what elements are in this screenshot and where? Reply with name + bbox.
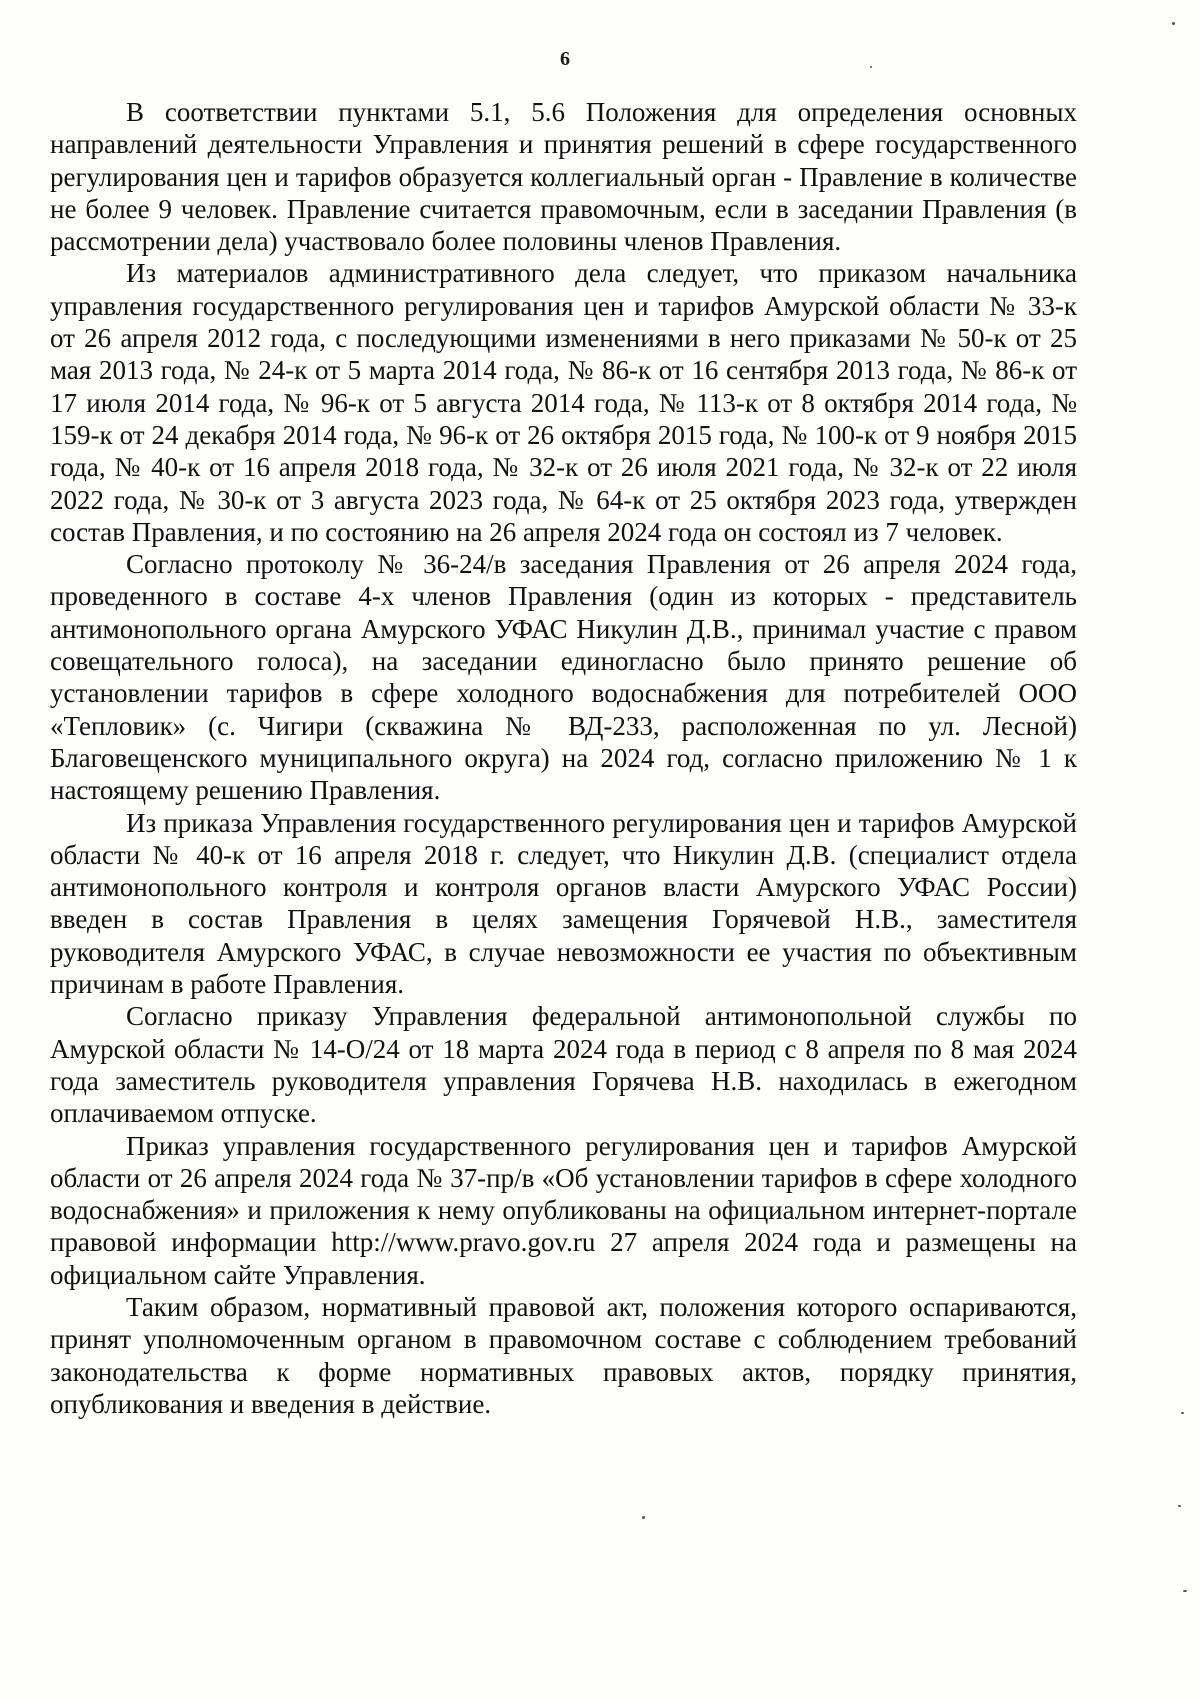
scan-speck xyxy=(1178,1505,1181,1507)
paragraph: Из приказа Управления государственного регулирования цен и тарифов Амурской области № 40-к от 16 апреля 2018 г. следует, что Никулин Д.В. (специалист отдела антимонопольного контроля и контроля органов власти Амурского УФАС России) введен в состав Правления в целях замещения Горячевой Н.В., заместителя руководителя Амурского УФАС, в случае невозможности ее участия по объективным причинам в работе Правления. xyxy=(50,807,1077,1000)
document-body xyxy=(50,96,1077,1420)
paragraph: Согласно протоколу № 36-24/в заседания Правления от 26 апреля 2024 года, проведенного в составе 4-х членов Правления (один из которых - представитель антимонопольного органа Амурского УФАС Никулин Д.В., принимал участие с правом совещательного голоса), на заседании единогласно было принято решение об установлении тарифов в сфере холодного водоснабжения для потребителей ООО «Тепловик» (с. Чигири (скважина № ВД-233, расположенная по ул. Лесной) Благовещенского муниципального округа) на 2024 год, согласно приложению № 1 к настоящему решению Правления. xyxy=(50,549,1077,806)
scan-speck xyxy=(642,1516,645,1519)
paragraph: Таким образом, нормативный правовой акт, положения которого оспариваются, принят уполномоченным органом в правомочном составе с соблюдением требований законодательства к форме нормативных правовых актов, порядку принятия, опубликования и введения в действие. xyxy=(50,1291,1077,1419)
scan-speck xyxy=(1172,22,1175,25)
paragraph: Приказ управления государственного регулирования цен и тарифов Амурской области от 26 апреля 2024 года № 37-пр/в «Об установлении тарифов в сфере холодного водоснабжения» и приложения к нему опубликованы на официальном интернет-портале правовой информации http://www.pravo.gov.ru 27 апреля 2024 года и размещены на официальном сайте Управления. xyxy=(50,1130,1077,1290)
paragraph: Из материалов административного дела следует, что приказом начальника управления государственного регулирования цен и тарифов Амурской области № 33-к от 26 апреля 2012 года, с последующими изменениями в него приказами № 50-к от 25 мая 2013 года, № 24-к от 5 марта 2014 года, № 86-к от 16 сентября 2013 года, № 86-к от 17 июля 2014 года, № 96-к от 5 августа 2014 года, № 113-к от 8 октября 2014 года, № 159-к от 24 декабря 2014 года, № 96-к от 26 октября 2015 года, № 100-к от 9 ноября 2015 года, № 40-к от 16 апреля 2018 года, № 32-к от 26 июля 2021 года, № 32-к от 22 июля 2022 года, № 30-к от 3 августа 2023 года, № 64-к от 25 октября 2023 года, утвержден состав Правления, и по состоянию на 26 апреля 2024 года он состоял из 7 человек. xyxy=(50,258,1077,547)
scan-speck xyxy=(1181,1412,1184,1414)
scan-speck xyxy=(1183,1590,1187,1592)
paragraph: В соответствии пунктами 5.1, 5.6 Положения для определения основных направлений деятельности Управления и принятия решений в сфере государственного регулирования цен и тарифов образуется коллегиальный орган - Правление в количестве не более 9 человек. Правление считается правомочным, если в заседании Правления (в рассмотрении дела) участвовало более половины членов Правления. xyxy=(50,97,1077,257)
paragraph: Согласно приказу Управления федеральной антимонопольной службы по Амурской области № 14-О/24 от 18 марта 2024 года в период с 8 апреля по 8 мая 2024 года заместитель руководителя управления Горячева Н.В. находилась в ежегодном оплачиваемом отпуске. xyxy=(50,1001,1077,1129)
scan-speck xyxy=(870,66,872,68)
page-number: 6 xyxy=(560,48,570,70)
